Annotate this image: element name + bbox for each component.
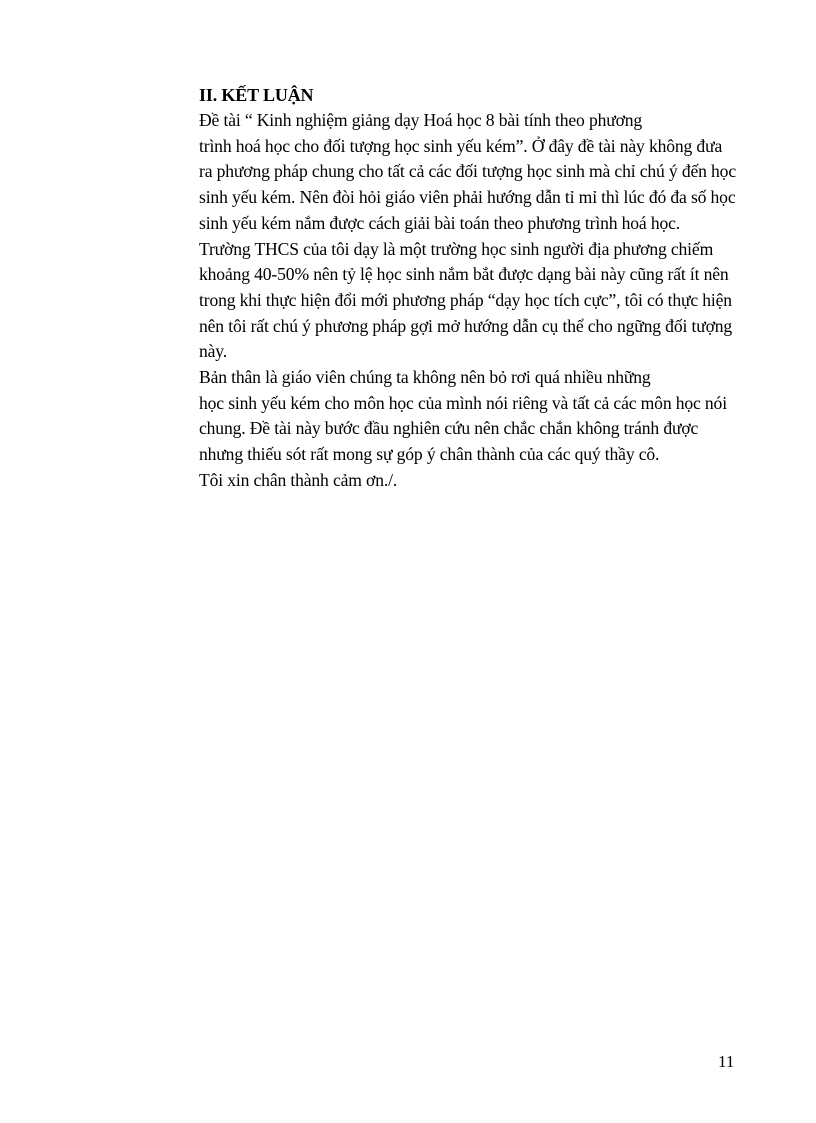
paragraph-line: trình hoá học cho đối tượng học sinh yếu kém”. Ở đây đề tài này không đưa — [199, 135, 723, 156]
section-heading: II. KẾT LUẬN — [199, 85, 314, 105]
paragraph-thanks — [133, 468, 741, 494]
paragraph-line: sinh yếu kém nắm được cách giải bài toán theo phương trình hoá học. — [199, 212, 681, 233]
page-number: 11 — [718, 1052, 735, 1071]
paragraph-line: ra phương pháp chung cho tất cả các đối tượng học sinh mà chỉ chú ý đến học — [199, 161, 736, 182]
paragraph-line: khoảng 40-50% nên tỷ lệ học sinh nắm bắt được dạng bài này cũng rất ít nên — [199, 264, 729, 285]
paragraph-line: học sinh yếu kém cho môn học của mình nói riêng và tất cả các môn học nói — [199, 392, 727, 413]
paragraph-line: nhưng thiếu sót rất mong sự góp ý chân thành của các quý thầy cô. — [199, 444, 660, 465]
paragraph-line: nên tôi rất chú ý phương pháp gợi mở hướng dẫn cụ thể cho ngững đối tượng — [199, 315, 733, 336]
paragraph-line: Tôi xin chân thành cảm ơn./. — [199, 469, 398, 490]
paragraph-line: chung. Đề tài này bước đầu nghiên cứu nên chắc chắn không tránh được — [199, 418, 699, 439]
paragraph-line: này. — [199, 341, 228, 362]
paragraph-conclusion — [133, 108, 741, 365]
paragraph-line: Đề tài “ Kinh nghiệm giảng dạy Hoá học 8 bài tính theo phương — [199, 110, 643, 130]
paragraph-line: Trường THCS của tôi dạy là một trường học sinh người địa phương chiếm — [199, 238, 714, 259]
page-content — [133, 82, 741, 494]
paragraph-line: Bản thân là giáo viên chúng ta không nên bỏ rơi quá nhiều những — [199, 367, 651, 388]
paragraph-line: trong khi thực hiện đổi mới phương pháp “dạy học tích cực”, tôi có thực hiện — [199, 289, 732, 310]
paragraph-line: sinh yếu kém. Nên đòi hỏi giáo viên phải hướng dẫn tỉ mỉ thì lúc đó đa số học — [199, 187, 736, 208]
paragraph-reflection — [133, 365, 741, 468]
